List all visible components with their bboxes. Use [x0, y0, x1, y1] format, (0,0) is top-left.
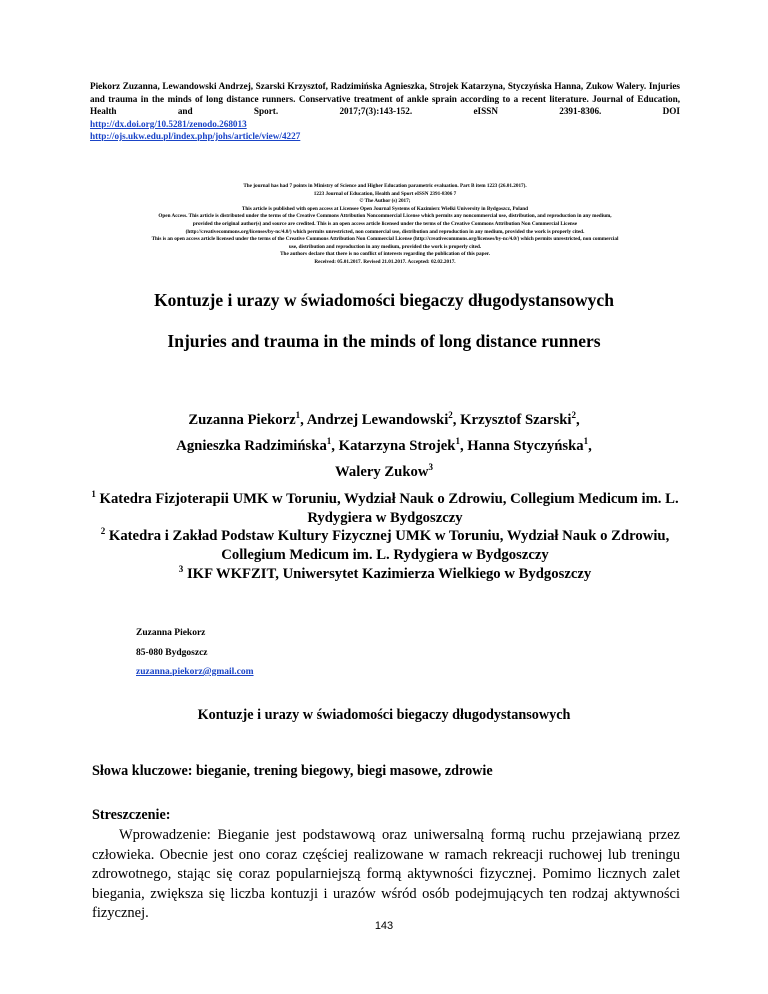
author-sep: , — [588, 437, 592, 454]
journal-info-line: provided the original author(s) and source are credited. This is an open access article licensed under the terms of the Creative Commons Attribution Non Commercial License — [192, 220, 578, 227]
affiliation-number: 3 — [178, 564, 184, 574]
abstract-title: Kontuzje i urazy w świadomości biegaczy długodystansowych — [197, 707, 571, 723]
author-sup: 1 — [326, 435, 332, 446]
author-sup: 2 — [571, 410, 576, 420]
abstract-body: Wprowadzenie: Bieganie jest podstawową oraz uniwersalną formą ruchu przejawianą przez człowieka. Obecnie jest ono coraz częściej realizowane w ramach rekreacji ruchowej lub treningu zdrowotnego, stając się coraz popularniejszą formą aktywności fizycznej. Pomimo licznych zalet biegania, zwiększa się liczba kontuzji i urazów wśród osób podejmujących ten rodzaj aktywności fizycznej. — [92, 827, 680, 922]
affiliation-number: 2 — [100, 526, 106, 536]
journal-info-line: use, distribution and reproduction in any medium, provided the work is properly cited. — [288, 243, 482, 250]
affiliation-text: Katedra i Zakład Podstaw Kultury Fizycznej UMK w Toruniu, Wydział Nauk o Zdrowiu, Collegium Medicum im. L. Rydygiera w Bydgoszczy — [108, 527, 670, 563]
affiliation-text: IKF WKFZIT, Uniwersytet Kazimierza Wielkiego w Bydgoszczy — [186, 565, 592, 582]
contact-address: 85-080 Bydgoszcz — [136, 647, 208, 658]
authors — [0, 405, 768, 483]
contact-name: Zuzanna Piekorz — [136, 628, 206, 638]
author-sup: 1 — [455, 435, 460, 446]
author-sup: 3 — [428, 461, 433, 472]
author-sep: , — [575, 411, 580, 428]
affiliation-number: 1 — [91, 489, 96, 499]
journal-info — [60, 183, 710, 267]
contact-email-link[interactable]: zuzanna.piekorz@gmail.com — [136, 667, 254, 677]
journal-info-line: The journal has had 7 points in Ministry of Science and Higher Education parametric evaluation. Part B item 1223 (26.01.2017). — [243, 183, 527, 189]
doi-link[interactable]: http://dx.doi.org/10.5281/zenodo.268013 — [90, 118, 247, 129]
author-name: , Andrzej Lewandowski — [300, 411, 449, 428]
abstract-heading: Streszczenie: — [92, 807, 171, 823]
author-name: , Hanna Styczyńska — [459, 437, 584, 454]
author-sup: 2 — [448, 410, 453, 420]
keywords: Słowa kluczowe: bieganie, trening biegowy, biegi masowe, zdrowie — [92, 763, 493, 779]
journal-info-line: This is an open access article licensed under the terms of the Creative Commons Attribution Non Commercial License (http://creativecommons.org/licenses/by-nc/4.0/) which permits unrestricted, non commercial — [151, 236, 619, 243]
title-english: Injuries and trauma in the minds of long distance runners — [167, 331, 601, 351]
page-number: 143 — [374, 920, 394, 932]
citation-block — [90, 80, 680, 143]
affiliation-3 — [70, 560, 700, 584]
author-name: Zuzanna Piekorz — [188, 411, 296, 428]
journal-info-line: © The Author (s) 2017; — [359, 198, 411, 205]
journal-info-line: Open Access. This article is distributed under the terms of the Creative Commons Attribution Noncommercial License which permits any noncommercial use, distribution, and reproduction in any medium, — [158, 213, 612, 220]
contact-block — [136, 624, 254, 683]
journal-link[interactable]: http://ojs.ukw.edu.pl/index.php/johs/article/view/4227 — [90, 131, 301, 141]
citation-text: Piekorz Zuzanna, Lewandowski Andrzej, Szarski Krzysztof, Radzimińska Agnieszka, Strojek Katarzyna, Styczyńska Hanna, Zukow Walery. Injuries and trauma in the minds of long distance runners. Conservative treatment of ankle sprain according to a recent literature. Journal of Education, Health and Sport. 2017;7(3):143-152. eISSN 2391-8306. DOI — [90, 81, 680, 116]
title-polish: Kontuzje i urazy w świadomości biegaczy długodystansowych — [154, 290, 614, 310]
journal-info-line: Received: 05.01.2017. Revised 21.01.2017. Accepted: 02.02.2017. — [314, 258, 456, 265]
author-name: , Katarzyna Strojek — [331, 437, 456, 454]
author-sup: 1 — [295, 410, 301, 420]
affiliation-2 — [70, 522, 700, 565]
journal-info-line: (http://creativecommons.org/licenses/by-nc/4.0/) which permits unrestricted, non commercial use, distribution and reproduction in any medium, provided the work is properly cited. — [185, 228, 585, 235]
author-name: Agnieszka Radzimińska — [176, 437, 327, 454]
author-name: , Krzysztof Szarski — [452, 411, 572, 428]
journal-info-line: The authors declare that there is no conflict of interests regarding the publication of this paper. — [280, 251, 490, 258]
author-name: Walery Zukow — [335, 463, 429, 480]
journal-info-line: 1223 Journal of Education, Health and Sport eISSN 2391-8306 7 — [313, 190, 457, 197]
author-sup: 1 — [583, 435, 589, 446]
affiliation-text: Katedra Fizjoterapii UMK w Toruniu, Wydział Nauk o Zdrowiu, Collegium Medicum im. L. Rydygiera w Bydgoszczy — [99, 490, 679, 526]
journal-info-line: This article is published with open access at Licensee Open Journal Systems of Kazimierz Wielki University in Bydgoszcz, Poland — [241, 205, 529, 212]
